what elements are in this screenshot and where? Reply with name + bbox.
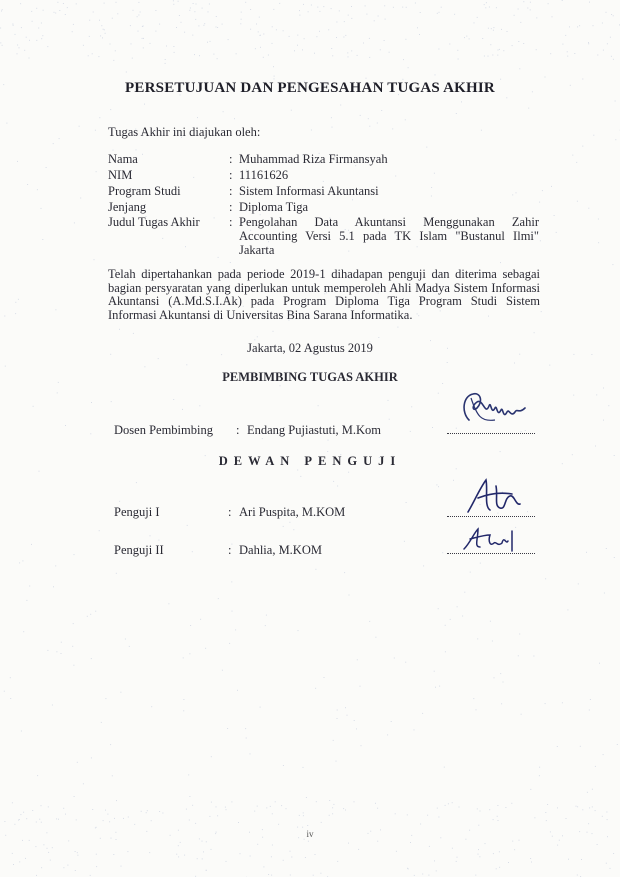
field-colon: : <box>229 200 233 214</box>
field-value-judul: Pengolahan Data Akuntansi Menggunakan Zahir Accounting Versi 5.1 pada TK Islam "Bustanul Ilmi" Jakarta <box>239 215 539 257</box>
dewan-penguji-heading: DEWAN PENGUJI <box>218 454 402 468</box>
field-label-judul: Judul Tugas Akhir <box>108 215 200 229</box>
field-label-nim: NIM <box>108 168 133 182</box>
page-number: iv <box>306 829 314 839</box>
field-value-nim: 11161626 <box>239 168 289 182</box>
field-label-program-studi: Program Studi <box>108 184 181 198</box>
pembimbing-label: Dosen Pembimbing <box>114 423 213 437</box>
field-colon: : <box>229 215 233 229</box>
field-label-jenjang: Jenjang <box>108 200 147 214</box>
field-value-jenjang: Diploma Tiga <box>239 200 309 214</box>
pembimbing-heading: PEMBIMBING TUGAS AKHIR <box>222 370 398 384</box>
intro-text: Tugas Akhir ini diajukan oleh: <box>108 125 261 139</box>
field-value-nama: Muhammad Riza Firmansyah <box>239 152 388 166</box>
field-value-program-studi: Sistem Informasi Akuntansi <box>239 184 379 198</box>
penguji-2-label: Penguji II <box>114 543 164 557</box>
field-colon: : <box>229 152 233 166</box>
page-title: PERSETUJUAN DAN PENGESAHAN TUGAS AKHIR <box>125 80 495 96</box>
signature-pembimbing <box>455 386 535 431</box>
penguji-1-name: Ari Puspita, M.KOM <box>239 505 346 519</box>
field-label-nama: Nama <box>108 152 138 166</box>
signature-line-pembimbing <box>447 433 535 434</box>
signature-penguji-1 <box>460 476 530 518</box>
field-colon: : <box>229 168 233 182</box>
pembimbing-name: Endang Pujiastuti, M.Kom <box>247 423 382 437</box>
field-colon: : <box>229 184 233 198</box>
approval-date: Jakarta, 02 Agustus 2019 <box>247 341 373 355</box>
signature-penguji-2 <box>460 525 520 555</box>
penguji-2-name: Dahlia, M.KOM <box>239 543 322 557</box>
approval-paragraph: Telah dipertahankan pada periode 2019-1 dihadapan penguji dan diterima sebagai bagian persyaratan yang diperlukan untuk memperoleh Ahli Madya Sistem Informasi Akuntansi (A.Md.S.I.Ak) pada Program Diploma Tiga Program Studi Sistem Informasi Akuntansi di Universitas Bina Sarana Informatika. <box>108 267 540 322</box>
penguji-2-colon: : <box>228 543 232 557</box>
penguji-1-colon: : <box>228 505 232 519</box>
penguji-1-label: Penguji I <box>114 505 160 519</box>
pembimbing-colon: : <box>236 423 240 437</box>
